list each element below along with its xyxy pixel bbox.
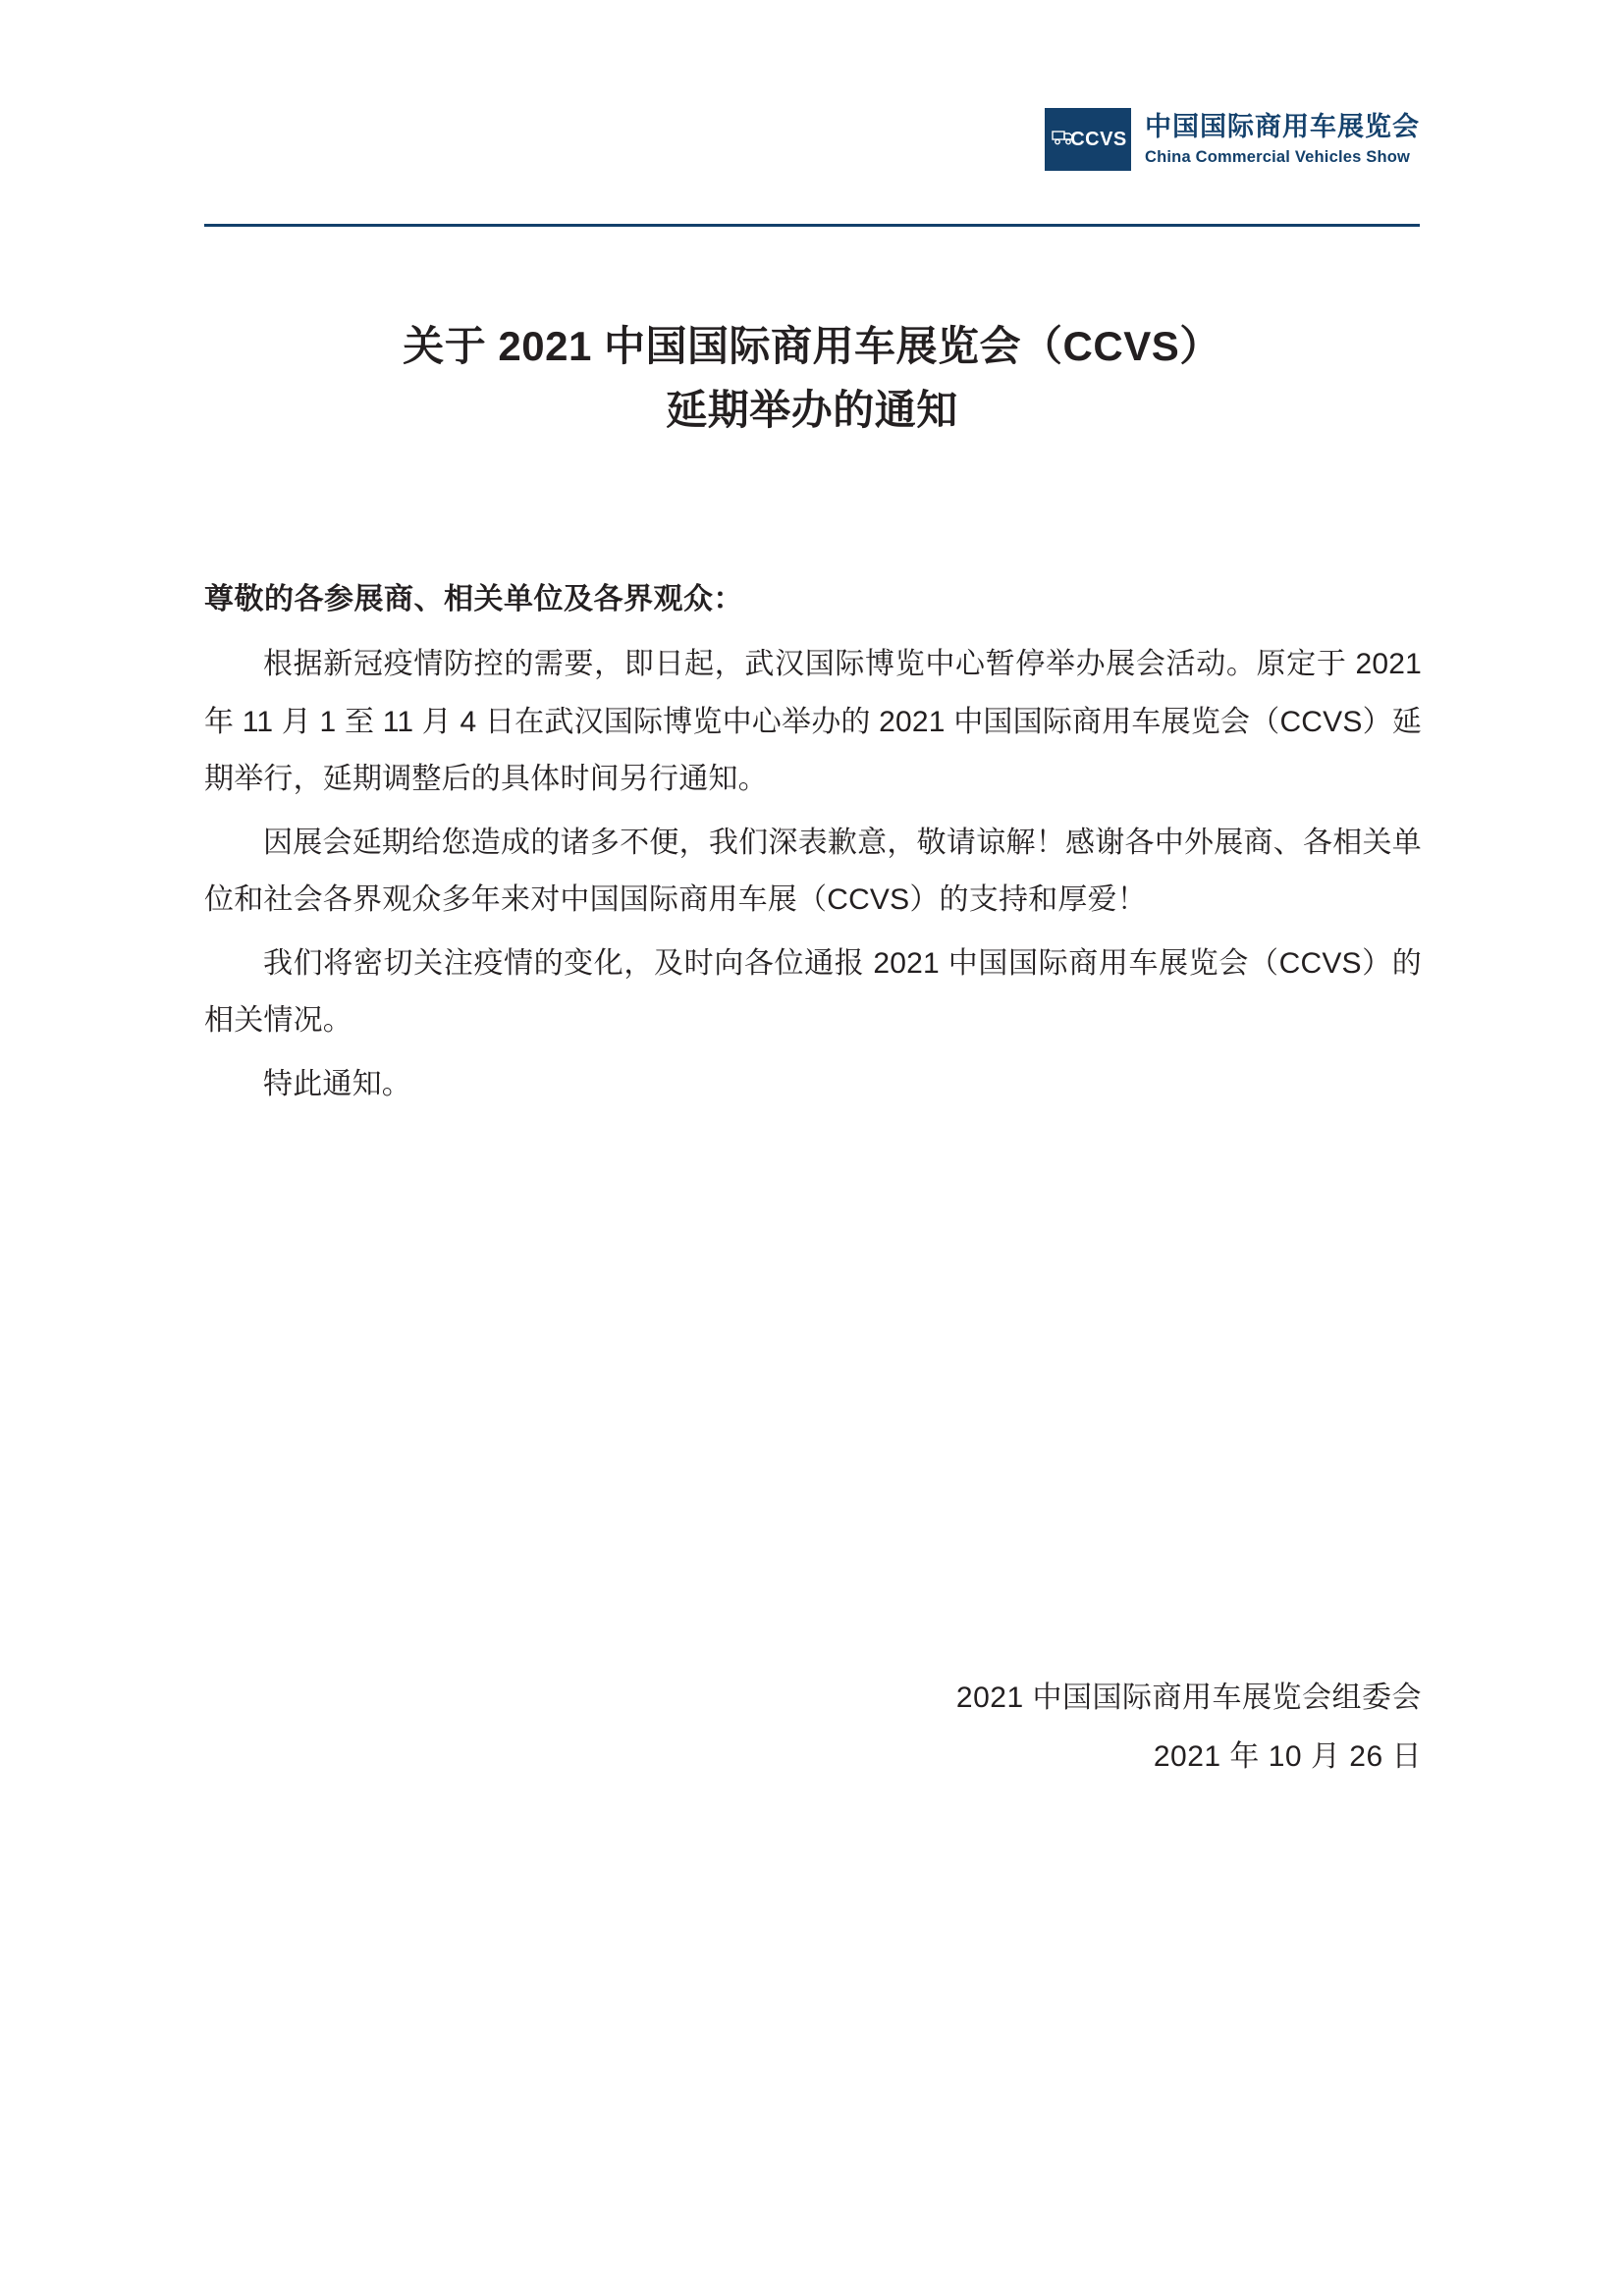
signature-organization: 2021 中国国际商用车展览会组委会 bbox=[955, 1682, 1422, 1714]
truck-icon bbox=[1052, 128, 1075, 152]
document-header bbox=[204, 108, 1420, 226]
body-paragraph: 我们将密切关注疫情的变化，及时向各位通报 2021 中国国际商用车展览会（CCVS）的相关情况。 bbox=[204, 946, 1422, 1037]
page-title-line-1: 关于 2021 中国国际商用车展览会（CCVS） bbox=[403, 323, 1221, 369]
signature-block bbox=[204, 1669, 1422, 1787]
page-title-line-2: 延期举办的通知 bbox=[666, 387, 958, 434]
body-paragraph: 因展会延期给您造成的诸多不便，我们深表歉意，敬请谅解！感谢各中外展商、各相关单位和社会各界观众多年来对中国国际商用车展（CCVS）的支持和厚爱！ bbox=[204, 826, 1422, 916]
ccvs-logo-mark-text: CCVS bbox=[1070, 128, 1127, 150]
ccvs-logo-name-cn: 中国国际商用车展览会 bbox=[1145, 112, 1420, 142]
signature-date: 2021 年 10 月 26 日 bbox=[1153, 1740, 1422, 1773]
document-body bbox=[204, 574, 1422, 1119]
ccvs-logo-mark bbox=[1045, 108, 1131, 171]
ccvs-logo-wordmark bbox=[1145, 111, 1420, 167]
body-paragraph: 特此通知。 bbox=[263, 1067, 411, 1100]
ccvs-logo-name-en: China Commercial Vehicles Show bbox=[1145, 148, 1411, 167]
ccvs-logo bbox=[1045, 108, 1420, 171]
body-paragraph: 根据新冠疫情防控的需要，即日起，武汉国际博览中心暂停举办展会活动。原定于 2021 年 11 月 1 至 11 月 4 日在武汉国际博览中心举办的 2021 中国国际商用车展览会（CCVS）延期举行，延期调整后的具体时间另行通知。 bbox=[204, 648, 1423, 795]
salutation: 尊敬的各参展商、相关单位及各界观众： bbox=[204, 583, 743, 615]
header-divider bbox=[204, 224, 1420, 227]
page-title bbox=[204, 314, 1420, 442]
